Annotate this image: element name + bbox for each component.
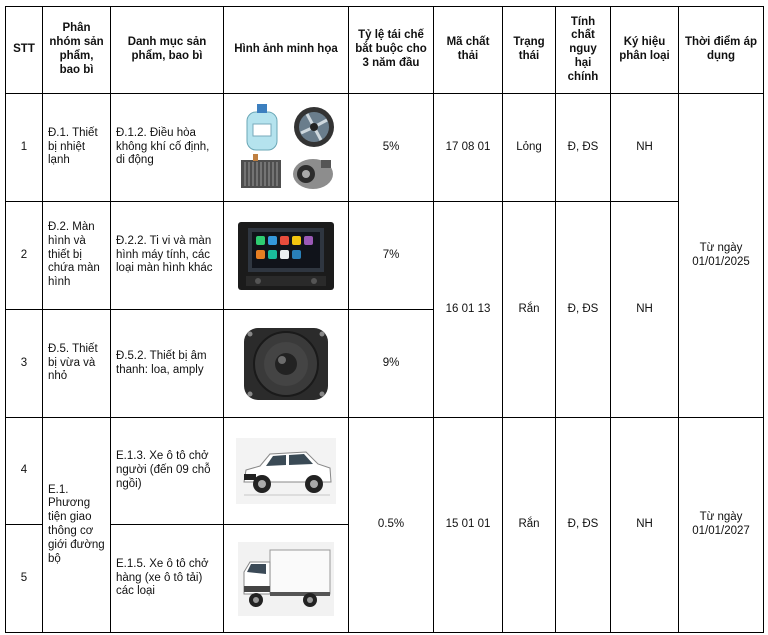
row-group: Đ.2. Màn hình và thiết bị chứa màn hình	[43, 202, 111, 310]
speaker-image	[229, 324, 343, 404]
car-display-screen-image	[229, 222, 343, 290]
row-stt: 5	[6, 525, 43, 633]
row-state: Rắn	[503, 418, 556, 633]
row-category: Đ.2.2. Ti vi và màn hình máy tính, các loại màn hình khác	[111, 202, 224, 310]
header-state: Trạng thái	[503, 7, 556, 94]
row-rate: 9%	[349, 310, 434, 418]
effective-date-2025: Từ ngày 01/01/2025	[679, 94, 764, 418]
row-stt: 1	[6, 94, 43, 202]
box-truck-image	[229, 542, 343, 616]
table-row	[6, 94, 764, 202]
row-stt: 4	[6, 418, 43, 525]
row-image-cell	[224, 525, 349, 633]
row-hazard: Đ, ĐS	[556, 418, 611, 633]
row-state: Lỏng	[503, 94, 556, 202]
row-symbol: NH	[611, 94, 679, 202]
row-rate: 0.5%	[349, 418, 434, 633]
row-rate: 7%	[349, 202, 434, 310]
row-group: E.1. Phương tiện giao thông cơ giới đường bộ	[43, 418, 111, 633]
header-category: Danh mục sản phẩm, bao bì	[111, 7, 224, 94]
row-image-cell	[224, 310, 349, 418]
row-rate: 5%	[349, 94, 434, 202]
recycling-rate-table	[5, 6, 764, 633]
suv-car-image	[229, 438, 343, 504]
row-category: Đ.1.2. Điều hòa không khí cố định, di động	[111, 94, 224, 202]
row-waste-code: 15 01 01	[434, 418, 503, 633]
header-effective: Thời điểm áp dụng	[679, 7, 764, 94]
row-image-cell	[224, 202, 349, 310]
row-hazard: Đ, ĐS	[556, 202, 611, 418]
header-hazard: Tính chất nguy hại chính	[556, 7, 611, 94]
table-row	[6, 202, 764, 310]
row-group: Đ.1. Thiết bị nhiệt lạnh	[43, 94, 111, 202]
header-row	[6, 7, 764, 94]
row-state: Rắn	[503, 202, 556, 418]
row-image-cell	[224, 94, 349, 202]
row-symbol: NH	[611, 418, 679, 633]
header-rate: Tỷ lệ tái chế bắt buộc cho 3 năm đầu	[349, 7, 434, 94]
row-group: Đ.5. Thiết bị vừa và nhỏ	[43, 310, 111, 418]
table-row	[6, 418, 764, 525]
row-category: Đ.5.2. Thiết bị âm thanh: loa, amply	[111, 310, 224, 418]
header-image: Hình ảnh minh họa	[224, 7, 349, 94]
row-stt: 2	[6, 202, 43, 310]
row-category: E.1.3. Xe ô tô chở người (đến 09 chỗ ngồi)	[111, 418, 224, 525]
header-symbol: Ký hiệu phân loại	[611, 7, 679, 94]
row-category: E.1.5. Xe ô tô chở hàng (xe ô tô tải) các loại	[111, 525, 224, 633]
header-group: Phân nhóm sản phẩm, bao bì	[43, 7, 111, 94]
header-stt: STT	[6, 7, 43, 94]
effective-date-2027: Từ ngày 01/01/2027	[679, 418, 764, 633]
row-waste-code: 17 08 01	[434, 94, 503, 202]
row-symbol: NH	[611, 202, 679, 418]
row-stt: 3	[6, 310, 43, 418]
header-waste-code: Mã chất thải	[434, 7, 503, 94]
row-hazard: Đ, ĐS	[556, 94, 611, 202]
row-waste-code: 16 01 13	[434, 202, 503, 418]
air-conditioner-parts-image	[229, 102, 343, 194]
row-image-cell	[224, 418, 349, 525]
